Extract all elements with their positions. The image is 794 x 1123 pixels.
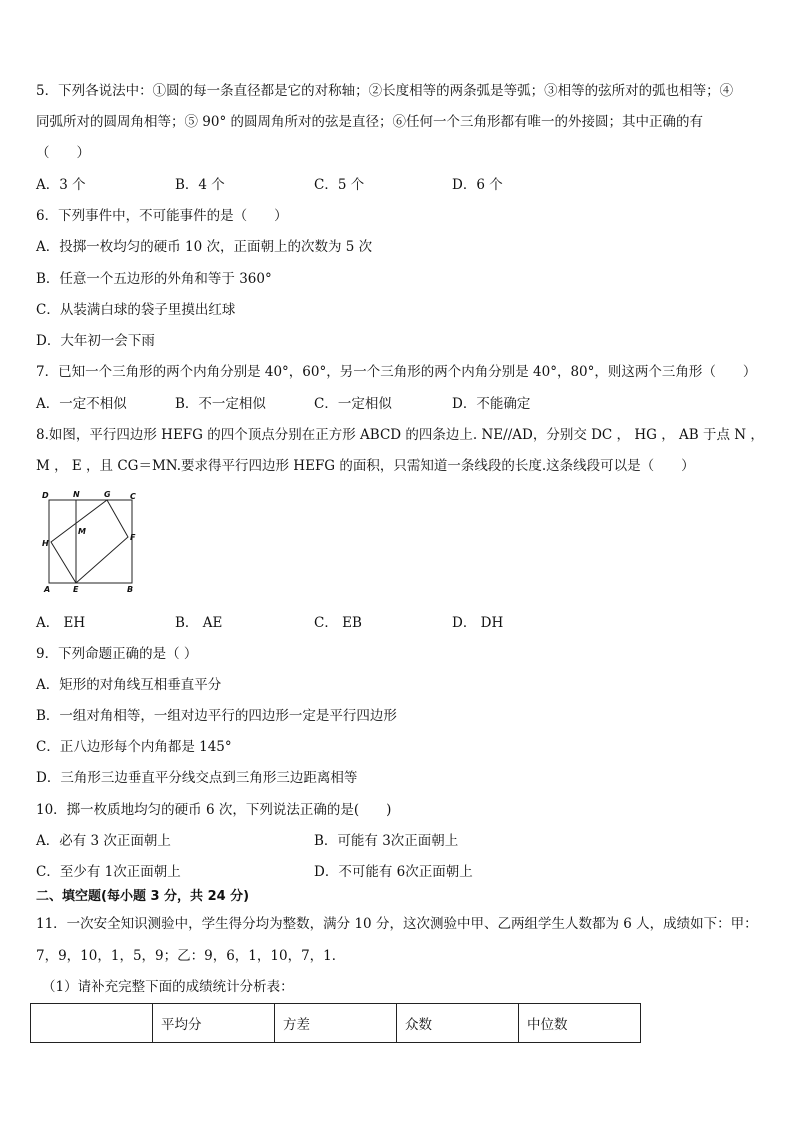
q9-option-c: C．正八边形每个内角都是 145° [36,739,232,755]
q5-option-d: D．6 个 [452,177,503,193]
q6-option-d: D．大年初一会下雨 [36,333,155,349]
table-header-cell: 方差 [275,1004,397,1043]
q5-option-c: C．5 个 [314,177,365,193]
q11-line1: 11．一次安全知识测验中，学生得分均为整数，满分 10 分，这次测验中甲、乙两组学生人数都为 6 人，成绩如下：甲： [36,916,758,932]
score-stats-table [30,1003,641,1043]
label-f: F [130,533,136,542]
q10-option-a: A．必有 3 次正面朝上 [36,833,171,849]
table-header-cell: 众数 [397,1004,519,1043]
q10-stem: 10．掷一枚质地均匀的硬币 6 次，下列说法正确的是( ) [36,802,392,818]
q6-option-c: C．从装满白球的袋子里摸出红球 [36,302,236,318]
label-h: H [42,539,49,548]
table-row [31,1004,641,1043]
q8-line1: 8.如图，平行四边形 HEFG 的四个顶点分别在正方形 ABCD 的四条边上. NE//AD，分别交 DC ， HG ， AB 于点 N ， [36,427,764,443]
q8-option-a: A． EH [36,615,86,631]
q7-option-c: C．一定相似 [314,396,392,412]
q8-option-b: B． AE [175,615,223,631]
q5-line2: 同弧所对的圆周角相等；⑤ 90° 的圆周角所对的弦是直径；⑥任何一个三角形都有唯一的外接圆；其中正确的有 [36,114,704,130]
label-n: N [73,490,80,499]
q11-sub1: （1）请补充完整下面的成绩统计分析表： [42,979,294,995]
table-header-cell: 中位数 [519,1004,641,1043]
q9-option-a: A．矩形的对角线互相垂直平分 [36,677,222,693]
q10-option-c: C．至少有 1次正面朝上 [36,864,181,880]
table-header-cell [31,1004,153,1043]
q10-option-b: B．可能有 3次正面朝上 [314,833,459,849]
q5-option-a: A．3 个 [36,177,86,193]
q8-option-d: D． DH [452,615,504,631]
q6-option-b: B．任意一个五边形的外角和等于 360° [36,271,272,287]
label-d: D [42,491,49,500]
q8-line2: M ， E ，且 CG＝MN.要求得平行四边形 HEFG 的面积，只需知道一条线段的长度.这条线段可以是（ ） [36,458,695,474]
label-g: G [104,490,111,499]
q7-option-b: B．不一定相似 [175,396,266,412]
table-header-cell: 平均分 [153,1004,275,1043]
parallelogram-in-square-figure [40,486,145,598]
q7-option-d: D．不能确定 [452,396,531,412]
q5-option-b: B．4 个 [175,177,225,193]
q6-option-a: A．投掷一枚均匀的硬币 10 次，正面朝上的次数为 5 次 [36,239,373,255]
q5-line3: （ ） [36,145,90,161]
q10-option-d: D．不可能有 6次正面朝上 [314,864,473,880]
q9-option-b: B．一组对角相等，一组对边平行的四边形一定是平行四边形 [36,708,397,724]
q5-line1: 5．下列各说法中：①圆的每一条直径都是它的对称轴；②长度相等的两条弧是等弧；③相等的弦所对的弧也相等；④ [36,83,734,99]
q6-stem: 6．下列事件中，不可能事件的是（ ） [36,208,288,224]
q11-line2: 7，9，10，1，5，9；乙：9，6，1，10，7，1． [36,948,346,964]
q9-option-d: D．三角形三边垂直平分线交点到三角形三边距离相等 [36,770,358,786]
label-c: C [130,492,136,501]
parallelogram-hefg [51,500,128,583]
q7-option-a: A．一定不相似 [36,396,127,412]
label-m: M [78,527,86,536]
section-title-fill-in: 二、填空题(每小题 3 分，共 24 分) [36,889,250,904]
label-b: B [127,585,134,594]
label-a: A [44,585,51,594]
label-e: E [73,585,79,594]
q9-stem: 9．下列命题正确的是（ ） [36,646,198,662]
q8-option-c: C． EB [314,615,362,631]
q7-stem: 7．已知一个三角形的两个内角分别是 40°，60°，另一个三角形的两个内角分别是 40°，80°，则这两个三角形（ ） [36,364,757,380]
